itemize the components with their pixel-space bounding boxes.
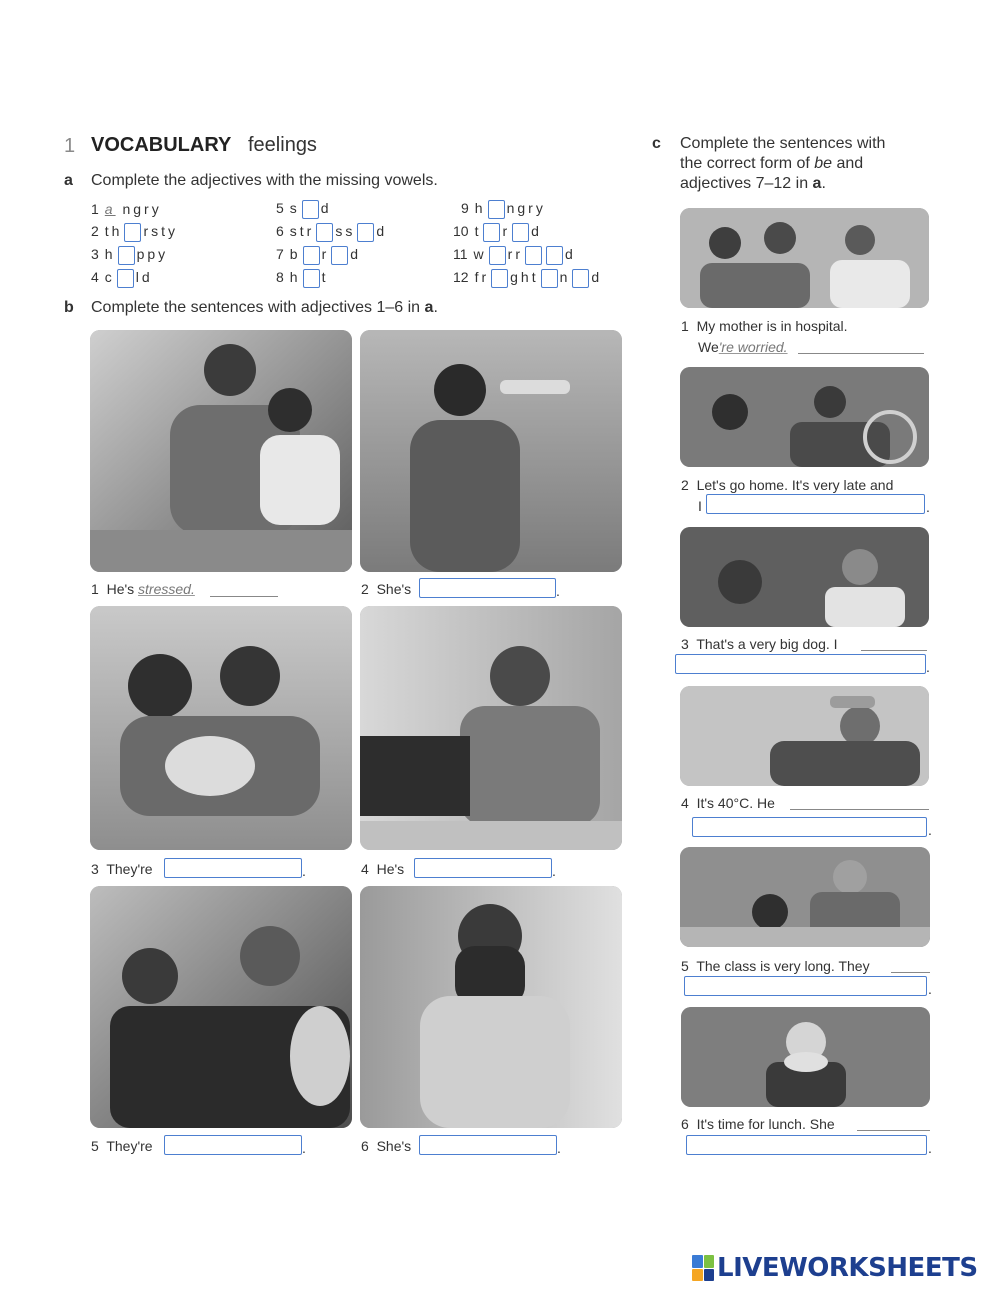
vocab-item-8: 8 h t	[276, 269, 328, 288]
photo-cold-woman	[360, 886, 622, 1128]
part-a-instruction: Complete the adjectives with the missing vowels.	[91, 172, 438, 189]
caption-b-6: 6 She's	[361, 1138, 412, 1154]
vowel-box[interactable]	[124, 223, 141, 242]
photo-stressed-father	[90, 330, 352, 572]
photo-hot-man	[680, 686, 929, 786]
vocab-item-11: 11 w rr d	[453, 246, 576, 265]
vowel-box[interactable]	[488, 200, 505, 219]
section-number: 1	[64, 135, 76, 157]
answer-input-b-3[interactable]	[164, 858, 302, 878]
period: .	[928, 1140, 932, 1156]
vocab-item-6: 6 str ss d	[276, 223, 387, 242]
answer-input-b-5[interactable]	[164, 1135, 302, 1155]
photo-frightened-dog	[680, 527, 929, 627]
answer-input-c-2[interactable]	[706, 494, 925, 514]
vowel-box[interactable]	[117, 269, 134, 288]
vocab-item-2: 2 th rsty	[91, 223, 178, 242]
vowel-box[interactable]	[302, 200, 319, 219]
vowel-box[interactable]	[303, 246, 320, 265]
vowel-box[interactable]	[512, 223, 529, 242]
photo-sad-girls	[90, 606, 352, 850]
answer-line	[790, 809, 929, 810]
answer-line	[857, 1130, 930, 1131]
part-a-letter: a	[64, 172, 73, 189]
period: .	[557, 1140, 561, 1156]
part-b-letter: b	[64, 299, 74, 316]
answer-line	[798, 353, 924, 354]
logo-text: LIVEWORKSHEETS	[717, 1253, 978, 1283]
vocab-item-10: 10 t r d	[453, 223, 542, 242]
period: .	[926, 499, 930, 515]
caption-b-2: 2 She's	[361, 581, 412, 597]
vocab-item-3: 3 h ppy	[91, 246, 168, 265]
sentence-c-1: 1 My mother is in hospital.	[681, 318, 848, 334]
sentence-c-4: 4 It's 40°C. He	[681, 795, 775, 811]
period: .	[928, 822, 932, 838]
answer-input-c-3[interactable]	[675, 654, 926, 674]
answer-line	[891, 972, 930, 973]
vowel-box[interactable]	[525, 246, 542, 265]
answer-input-c-6[interactable]	[686, 1135, 927, 1155]
vocab-item-4: 4 c ld	[91, 269, 153, 288]
photo-thirsty-runner	[360, 330, 622, 572]
period: .	[302, 1140, 306, 1156]
vowel-box[interactable]	[331, 246, 348, 265]
photo-bored-students	[680, 847, 930, 947]
part-c-letter: c	[652, 135, 661, 152]
period: .	[928, 981, 932, 997]
period: .	[552, 863, 556, 879]
vowel-box[interactable]	[489, 246, 506, 265]
photo-hungry-woman	[681, 1007, 930, 1107]
answer-input-b-6[interactable]	[419, 1135, 557, 1155]
period: .	[556, 583, 560, 599]
caption-b-4: 4 He's	[361, 861, 405, 877]
photo-angry-man-laptop	[360, 606, 622, 850]
liveworksheets-logo	[692, 1253, 978, 1283]
caption-b-3: 3 They're	[91, 861, 153, 877]
photo-happy-fans	[90, 886, 352, 1128]
answer-input-b-2[interactable]	[419, 578, 556, 598]
logo-icon	[692, 1255, 714, 1281]
vocab-item-7: 7 b r d	[276, 246, 361, 265]
caption-b-1: 1 He's stressed.	[91, 581, 195, 597]
period: .	[302, 863, 306, 879]
vowel-box[interactable]	[118, 246, 135, 265]
answer-input-c-4[interactable]	[692, 817, 927, 837]
vowel-box[interactable]	[316, 223, 333, 242]
vowel-box[interactable]	[483, 223, 500, 242]
answer-line	[861, 650, 927, 651]
answer-line	[210, 596, 278, 597]
answer-input-b-4[interactable]	[414, 858, 552, 878]
part-b-instruction: Complete the sentences with adjectives 1–6 in a.	[91, 299, 438, 316]
vocab-item-5: 5 s d	[276, 200, 332, 219]
sentence-c-2: 2 Let's go home. It's very late and	[681, 477, 894, 493]
vowel-box[interactable]	[491, 269, 508, 288]
period: .	[926, 659, 930, 675]
vocab-item-1: 1 a ngry	[91, 201, 162, 217]
vowel-box[interactable]	[572, 269, 589, 288]
photo-worried-family	[680, 208, 929, 308]
sentence-c-1-line2: We're worried.	[698, 339, 788, 355]
vowel-box[interactable]	[541, 269, 558, 288]
sentence-c-5: 5 The class is very long. They	[681, 958, 870, 974]
vocab-item-12: 12 fr ght n d	[453, 269, 602, 288]
caption-b-5: 5 They're	[91, 1138, 153, 1154]
section-subtitle: feelings	[248, 134, 317, 156]
vowel-box[interactable]	[357, 223, 374, 242]
vowel-box[interactable]	[303, 269, 320, 288]
vowel-box[interactable]	[546, 246, 563, 265]
photo-tired-car	[680, 367, 929, 467]
sentence-c-2-line2: I	[698, 498, 702, 514]
part-c-instruction: Complete the sentences with the correct form of be and adjectives 7–12 in a.	[680, 135, 886, 192]
vocab-item-9: 9 h ngry	[461, 200, 546, 219]
answer-input-c-5[interactable]	[684, 976, 927, 996]
section-title: VOCABULARY	[91, 134, 232, 156]
sentence-c-3: 3 That's a very big dog. I	[681, 636, 838, 652]
sentence-c-6: 6 It's time for lunch. She	[681, 1116, 835, 1132]
